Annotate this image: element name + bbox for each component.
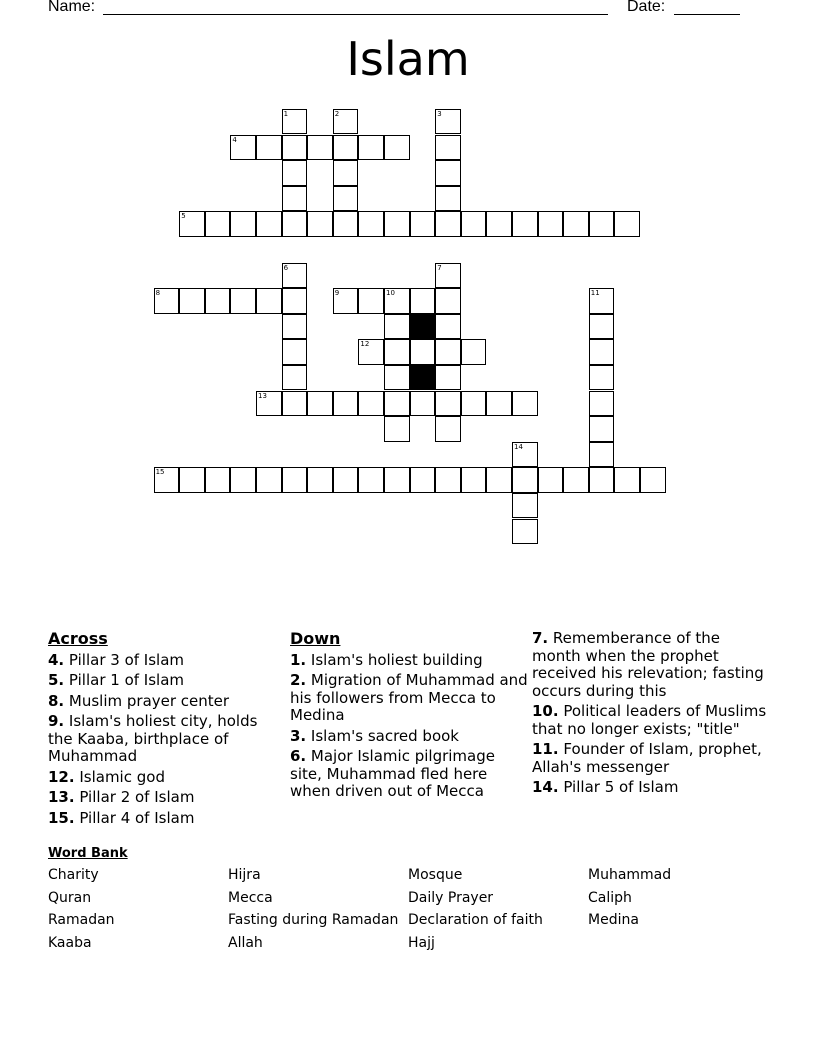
crossword-cell[interactable] bbox=[589, 467, 615, 493]
crossword-cell[interactable] bbox=[256, 288, 282, 314]
crossword-cell[interactable] bbox=[384, 339, 410, 365]
crossword-cell[interactable] bbox=[435, 365, 461, 391]
crossword-cell[interactable] bbox=[486, 467, 512, 493]
crossword-cell[interactable] bbox=[256, 211, 282, 237]
name-label: Name: bbox=[48, 0, 96, 15]
clue-text: Migration of Muhammad and his followers from Mecca to Medina bbox=[290, 671, 528, 724]
word-bank-item: Allah bbox=[228, 935, 263, 952]
crossword-cell[interactable] bbox=[358, 135, 384, 161]
clue-number: 11 bbox=[590, 289, 600, 298]
down-clues-continued bbox=[532, 630, 767, 800]
crossword-cell[interactable] bbox=[614, 467, 640, 493]
clue-text: Political leaders of Muslims that no longer exists; "title" bbox=[532, 702, 767, 738]
crossword-cell[interactable] bbox=[307, 135, 333, 161]
crossword-cell[interactable] bbox=[179, 467, 205, 493]
crossword-cell[interactable] bbox=[307, 391, 333, 417]
clue-num: 4. bbox=[48, 650, 65, 669]
clue bbox=[290, 652, 530, 670]
crossword-cell[interactable] bbox=[333, 135, 359, 161]
crossword-cell[interactable] bbox=[435, 160, 461, 186]
crossword-cell[interactable] bbox=[486, 391, 512, 417]
crossword-cell[interactable] bbox=[435, 467, 461, 493]
crossword-cell[interactable] bbox=[589, 288, 615, 314]
clue bbox=[48, 713, 280, 766]
word-bank-item: Quran bbox=[48, 889, 92, 906]
crossword-cell[interactable] bbox=[589, 365, 615, 391]
clue bbox=[290, 728, 530, 746]
crossword-cell[interactable] bbox=[410, 391, 436, 417]
clue-num: 6. bbox=[290, 747, 307, 765]
clue bbox=[532, 630, 767, 700]
crossword-cell[interactable] bbox=[410, 339, 436, 365]
clue bbox=[48, 810, 280, 828]
word-bank-item: Kaaba bbox=[48, 935, 92, 952]
clue-text: Pillar 3 of Islam bbox=[64, 650, 185, 669]
crossword-cell[interactable] bbox=[333, 211, 359, 237]
clue-number: 2 bbox=[334, 109, 340, 118]
clue-num: 12. bbox=[48, 767, 75, 786]
crossword-cell[interactable] bbox=[205, 211, 231, 237]
crossword-cell[interactable] bbox=[384, 135, 410, 161]
crossword-cell[interactable] bbox=[512, 467, 538, 493]
clue-num: 15. bbox=[48, 808, 75, 827]
crossword-cell[interactable] bbox=[282, 288, 308, 314]
crossword-cell[interactable] bbox=[435, 186, 461, 212]
clue-number: 6 bbox=[283, 263, 289, 272]
clue bbox=[532, 779, 767, 797]
crossword-cell[interactable] bbox=[358, 288, 384, 314]
clue-num: 14. bbox=[532, 778, 559, 796]
clue-text: Founder of Islam, prophet, Allah's messenger bbox=[532, 740, 762, 776]
crossword-cell[interactable] bbox=[384, 416, 410, 442]
crossword-cell[interactable] bbox=[333, 160, 359, 186]
crossword-cell[interactable] bbox=[563, 467, 589, 493]
crossword-black-cell bbox=[410, 314, 436, 340]
clue-text: Pillar 1 of Islam bbox=[64, 671, 185, 689]
clue-number: 7 bbox=[437, 263, 442, 272]
clue-text: Islam's holiest city, holds the Kaaba, birthplace of Muhammad bbox=[48, 712, 258, 765]
crossword-cell[interactable] bbox=[435, 288, 461, 314]
crossword-cell[interactable] bbox=[230, 288, 256, 314]
crossword-cell[interactable] bbox=[282, 186, 308, 212]
crossword-cell[interactable] bbox=[640, 467, 666, 493]
crossword-cell[interactable] bbox=[435, 314, 461, 340]
clue bbox=[532, 741, 767, 776]
crossword-cell[interactable] bbox=[230, 135, 256, 161]
clue bbox=[48, 693, 280, 711]
clue-num: 7. bbox=[532, 629, 549, 647]
across-list bbox=[48, 652, 280, 828]
crossword-cell[interactable] bbox=[589, 314, 615, 340]
date-label: Date: bbox=[627, 0, 666, 15]
down-heading: Down bbox=[290, 629, 341, 648]
crossword-cell[interactable] bbox=[512, 493, 538, 519]
clue-number: 8 bbox=[155, 289, 161, 298]
clue-num: 13. bbox=[48, 788, 75, 806]
crossword-cell[interactable] bbox=[589, 442, 615, 468]
clue-text: Islam's sacred book bbox=[306, 726, 459, 745]
crossword-cell[interactable] bbox=[282, 391, 308, 417]
crossword-cell[interactable] bbox=[435, 263, 461, 289]
clue-text: Islamic god bbox=[74, 767, 165, 786]
clue-number: 13 bbox=[258, 391, 267, 400]
crossword-cell[interactable] bbox=[384, 314, 410, 340]
clue bbox=[48, 769, 280, 787]
crossword-cell[interactable] bbox=[282, 263, 308, 289]
crossword-cell[interactable] bbox=[333, 391, 359, 417]
crossword-cell[interactable] bbox=[435, 109, 461, 135]
crossword-cell[interactable] bbox=[205, 288, 231, 314]
clue-number: 10 bbox=[386, 289, 395, 298]
clue bbox=[290, 748, 530, 801]
crossword-cell[interactable] bbox=[563, 211, 589, 237]
clue-text: Islam's holiest building bbox=[306, 650, 483, 669]
crossword-cell[interactable] bbox=[461, 211, 487, 237]
page-title: Islam bbox=[346, 32, 470, 86]
crossword-cell[interactable] bbox=[179, 211, 205, 237]
crossword-cell[interactable] bbox=[512, 211, 538, 237]
clue-number: 12 bbox=[360, 340, 370, 349]
crossword-cell[interactable] bbox=[333, 109, 359, 135]
clue-num: 8. bbox=[48, 691, 65, 710]
crossword-cell[interactable] bbox=[333, 467, 359, 493]
clue-number: 14 bbox=[514, 442, 523, 451]
clue bbox=[532, 703, 767, 738]
crossword-cell[interactable] bbox=[154, 467, 180, 493]
crossword-cell[interactable] bbox=[230, 211, 256, 237]
crossword-cell[interactable] bbox=[589, 416, 615, 442]
crossword-cell[interactable] bbox=[256, 135, 282, 161]
crossword-cell[interactable] bbox=[307, 467, 333, 493]
crossword-cell[interactable] bbox=[589, 211, 615, 237]
crossword-cell[interactable] bbox=[486, 211, 512, 237]
crossword-cell[interactable] bbox=[230, 467, 256, 493]
crossword-cell[interactable] bbox=[282, 160, 308, 186]
word-bank-item: Ramadan bbox=[48, 912, 115, 929]
crossword-cell[interactable] bbox=[461, 391, 487, 417]
crossword-cell[interactable] bbox=[435, 391, 461, 417]
word-bank-item: Hijra bbox=[228, 867, 261, 883]
down2-list bbox=[532, 630, 767, 797]
crossword-cell[interactable] bbox=[282, 211, 308, 237]
clue-text: Major Islamic pilgrimage site, Muhammad fled here when driven out of Mecca bbox=[290, 747, 495, 800]
crossword-cell[interactable] bbox=[282, 135, 308, 161]
clue-num: 10. bbox=[532, 702, 559, 720]
clue bbox=[48, 652, 280, 670]
crossword-cell[interactable] bbox=[538, 467, 564, 493]
clue-number: 1 bbox=[283, 109, 289, 118]
word-bank-item: Caliph bbox=[588, 889, 632, 906]
word-bank-item: Hajj bbox=[408, 935, 435, 952]
clue-number: 4 bbox=[232, 135, 237, 144]
across-heading: Across bbox=[48, 629, 108, 648]
crossword-cell[interactable] bbox=[538, 211, 564, 237]
crossword-cell[interactable] bbox=[589, 391, 615, 417]
crossword-cell[interactable] bbox=[282, 467, 308, 493]
crossword-cell[interactable] bbox=[384, 288, 410, 314]
across-clues bbox=[48, 630, 280, 830]
crossword-cell[interactable] bbox=[358, 391, 384, 417]
word-bank-item: Fasting during Ramadan bbox=[228, 912, 399, 929]
clue-num: 1. bbox=[290, 650, 307, 669]
crossword-cell[interactable] bbox=[435, 416, 461, 442]
clue-number: 5 bbox=[181, 212, 186, 221]
clue-num: 3. bbox=[290, 726, 307, 745]
word-bank-title: Word Bank bbox=[48, 846, 128, 861]
crossword-cell[interactable] bbox=[384, 467, 410, 493]
clue-text: Muslim prayer center bbox=[64, 691, 230, 710]
word-bank-item: Charity bbox=[48, 867, 99, 883]
crossword-cell[interactable] bbox=[307, 211, 333, 237]
crossword-cell[interactable] bbox=[282, 339, 308, 365]
crossword-cell[interactable] bbox=[358, 211, 384, 237]
word-bank-item: Daily Prayer bbox=[408, 889, 494, 906]
crossword-cell[interactable] bbox=[333, 186, 359, 212]
clue bbox=[48, 672, 280, 690]
crossword-cell[interactable] bbox=[333, 288, 359, 314]
word-bank-item: Medina bbox=[588, 912, 639, 929]
crossword-cell[interactable] bbox=[461, 467, 487, 493]
down-clues bbox=[290, 630, 530, 804]
crossword-cell[interactable] bbox=[614, 211, 640, 237]
word-bank-item: Mosque bbox=[408, 867, 463, 883]
word-bank-item: Muhammad bbox=[588, 867, 672, 883]
crossword-cell[interactable] bbox=[512, 519, 538, 545]
down-list bbox=[290, 652, 530, 801]
crossword-cell[interactable] bbox=[410, 288, 436, 314]
crossword-cell[interactable] bbox=[205, 467, 231, 493]
crossword-cell[interactable] bbox=[512, 391, 538, 417]
crossword-cell[interactable] bbox=[435, 135, 461, 161]
clue-number: 15 bbox=[155, 468, 165, 477]
clue-text: Pillar 2 of Islam bbox=[74, 788, 195, 806]
crossword-cell[interactable] bbox=[384, 211, 410, 237]
clue-num: 2. bbox=[290, 671, 307, 689]
crossword-black-cell bbox=[410, 365, 436, 391]
clue-num: 5. bbox=[48, 671, 65, 689]
crossword-cell[interactable] bbox=[256, 391, 282, 417]
word-bank-item: Declaration of faith bbox=[408, 912, 543, 929]
crossword-cell[interactable] bbox=[282, 109, 308, 135]
clue bbox=[48, 789, 280, 807]
crossword-cell[interactable] bbox=[461, 339, 487, 365]
clue-number: 3 bbox=[437, 109, 442, 118]
clue-text: Pillar 5 of Islam bbox=[558, 778, 679, 796]
crossword-cell[interactable] bbox=[410, 211, 436, 237]
crossword-cell[interactable] bbox=[282, 314, 308, 340]
clue-num: 11. bbox=[532, 740, 559, 758]
crossword-cell[interactable] bbox=[179, 288, 205, 314]
crossword-cell[interactable] bbox=[589, 339, 615, 365]
crossword-cell[interactable] bbox=[282, 365, 308, 391]
crossword-cell[interactable] bbox=[358, 339, 384, 365]
crossword-cell[interactable] bbox=[435, 339, 461, 365]
clue-text: Rememberance of the month when the prophet received his relevation; fasting occurs during this bbox=[532, 629, 764, 700]
clue-number: 9 bbox=[334, 289, 340, 298]
crossword-cell[interactable] bbox=[384, 365, 410, 391]
clue-text: Pillar 4 of Islam bbox=[74, 808, 195, 827]
crossword-cell[interactable] bbox=[410, 467, 436, 493]
word-bank-item: Mecca bbox=[228, 889, 273, 906]
crossword-cell[interactable] bbox=[435, 211, 461, 237]
crossword-cell[interactable] bbox=[256, 467, 282, 493]
crossword-cell[interactable] bbox=[512, 442, 538, 468]
clue-num: 9. bbox=[48, 712, 65, 730]
crossword-cell[interactable] bbox=[384, 391, 410, 417]
crossword-cell[interactable] bbox=[154, 288, 180, 314]
crossword-cell[interactable] bbox=[358, 467, 384, 493]
clue bbox=[290, 672, 530, 725]
